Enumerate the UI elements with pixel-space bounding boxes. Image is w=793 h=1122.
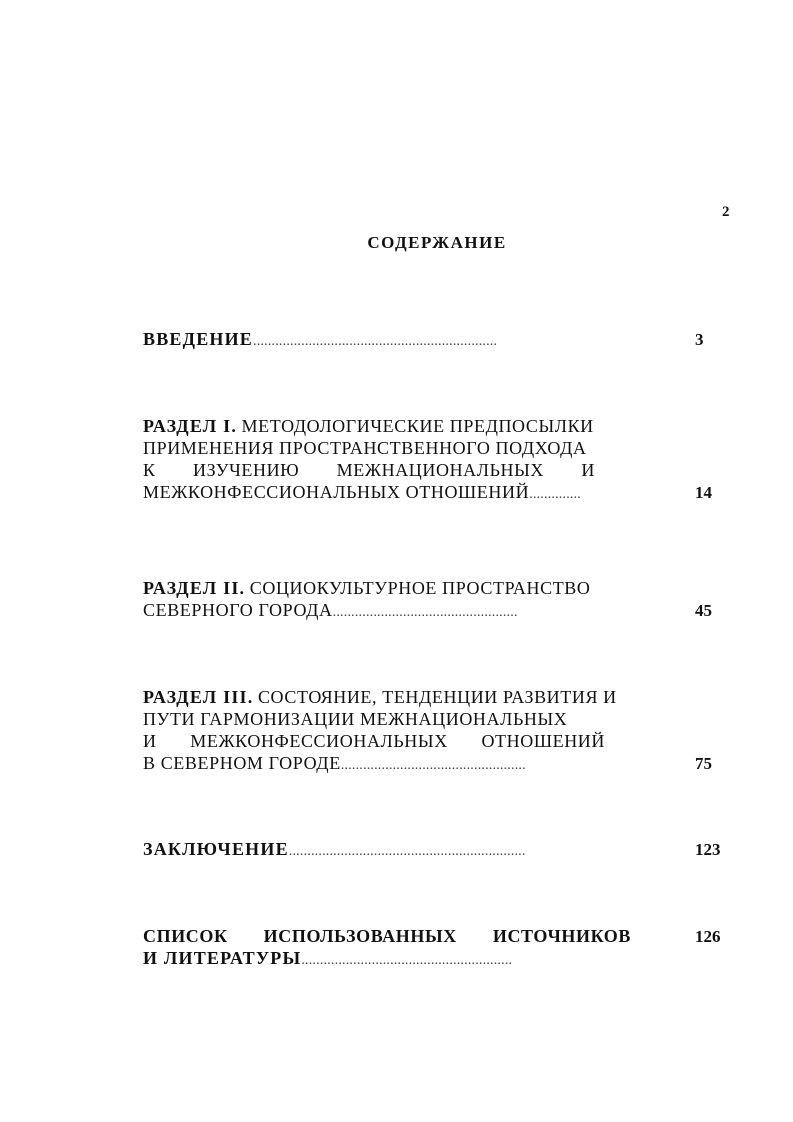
toc-entry-section-3[interactable]	[143, 686, 733, 774]
toc-entry-section-1[interactable]	[143, 415, 733, 503]
leader-dots: ..................................................	[332, 605, 518, 620]
toc-entry-introduction[interactable]	[143, 328, 733, 350]
entry-line: МЕЖКОНФЕССИОНАЛЬНЫХ ОТНОШЕНИЙ	[143, 482, 530, 502]
entry-page-number: 126	[695, 927, 721, 946]
entry-page-number: 123	[695, 840, 721, 859]
entry-line: СОЦИОКУЛЬТУРНОЕ ПРОСТРАНСТВО	[249, 578, 591, 598]
leader-dots: ................................................................	[288, 844, 526, 859]
entry-line: ПРИМЕНЕНИЯ ПРОСТРАНСТВЕННОГО ПОДХОДА	[143, 438, 587, 458]
entry-label: ВВЕДЕНИЕ	[143, 329, 254, 349]
entry-line: СПИСОК ИСПОЛЬЗОВАННЫХ ИСТОЧНИКОВ	[143, 926, 631, 946]
entry-label: РАЗДЕЛ II.	[143, 578, 246, 598]
leader-dots: ..............	[529, 487, 582, 502]
toc-entry-references[interactable]	[143, 925, 733, 969]
page-number: 2	[722, 204, 730, 220]
leader-dots: ..................................................	[340, 758, 526, 773]
leader-dots: ..................................................................	[253, 334, 498, 349]
leader-dots: .........................................................	[301, 953, 513, 968]
toc-entry-section-2[interactable]	[143, 577, 733, 621]
entry-line: К ИЗУЧЕНИЮ МЕЖНАЦИОНАЛЬНЫХ И	[143, 460, 595, 480]
entry-line: И ЛИТЕРАТУРЫ	[143, 948, 302, 968]
entry-line: В СЕВЕРНОМ ГОРОДЕ	[143, 753, 341, 773]
entry-label: РАЗДЕЛ I.	[143, 416, 238, 436]
page-title: СОДЕРЖАНИЕ	[367, 233, 507, 252]
entry-page-number: 3	[695, 330, 704, 349]
entry-page-number: 75	[695, 754, 712, 773]
entry-page-number: 45	[695, 601, 712, 620]
entry-label: ЗАКЛЮЧЕНИЕ	[143, 839, 289, 859]
entry-line: ПУТИ ГАРМОНИЗАЦИИ МЕЖНАЦИОНАЛЬНЫХ	[143, 709, 568, 729]
entry-line: СЕВЕРНОГО ГОРОДА	[143, 600, 333, 620]
entry-label: РАЗДЕЛ III.	[143, 687, 254, 707]
toc-entry-conclusion[interactable]	[143, 838, 733, 860]
entry-page-number: 14	[695, 483, 712, 502]
entry-line: И МЕЖКОНФЕССИОНАЛЬНЫХ ОТНОШЕНИЙ	[143, 731, 605, 751]
entry-line: МЕТОДОЛОГИЧЕСКИЕ ПРЕДПОСЫЛКИ	[241, 416, 594, 436]
entry-line: СОСТОЯНИЕ, ТЕНДЕНЦИИ РАЗВИТИЯ И	[257, 687, 617, 707]
